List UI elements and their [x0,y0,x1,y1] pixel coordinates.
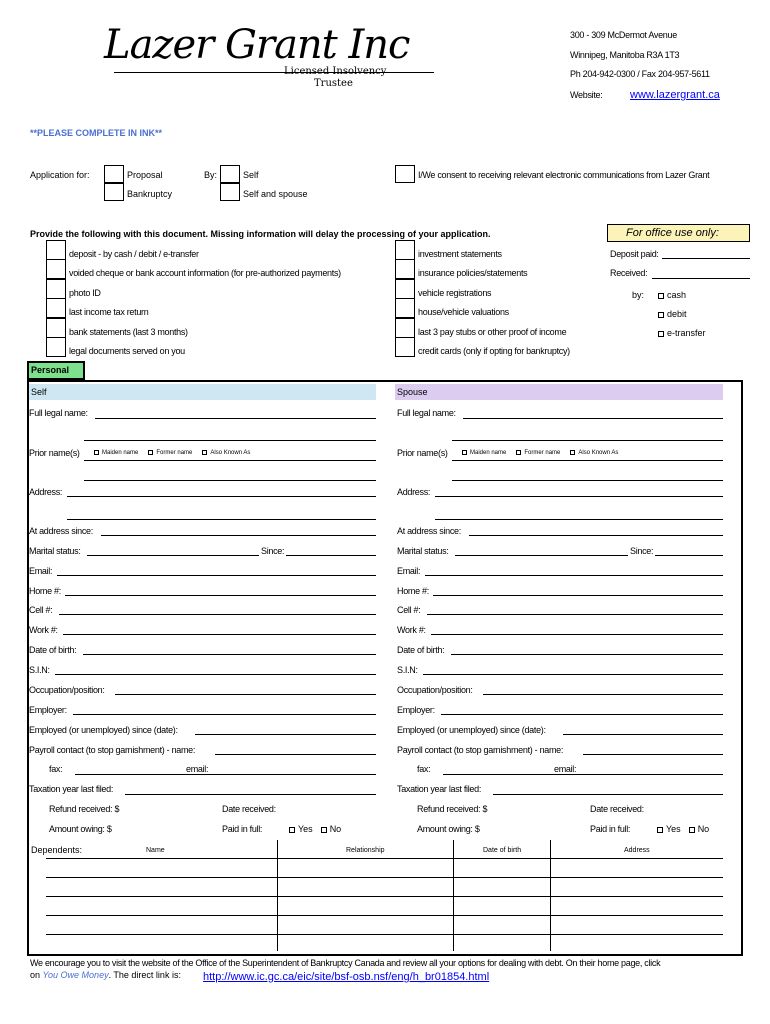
self-marital-label: Marital status: [29,546,81,556]
spouse-address-line1[interactable] [435,496,723,497]
spouse-yes-option[interactable] [657,824,681,834]
dependent-row-0[interactable] [46,858,723,859]
received-line[interactable] [652,278,750,279]
etransfer-checkbox[interactable] [658,331,664,337]
provide-item-left-1: voided cheque or bank account information (for pre-authorized payments) [69,268,341,278]
dependent-row-3[interactable] [46,915,723,916]
self-occupation-label: Occupation/position: [29,685,105,695]
spouse-address-label: Address: [397,487,431,497]
osb-link[interactable]: http://www.ic.gc.ca/eic/site/bsf-osb.nsf/eng/h_br01854.html [203,971,490,983]
spouse-full-name-label: Full legal name: [397,408,456,418]
spouse-paid-full-label: Paid in full: [590,824,631,834]
self-yes-option[interactable] [289,824,313,834]
self-cell-label: Cell #: [29,605,53,615]
spouse-paid-full-options [657,824,709,834]
self-full-name-label: Full legal name: [29,408,88,418]
spouse-employed-line[interactable] [563,734,723,735]
self-address-label: Address: [29,487,63,497]
self-home-label: Home #: [29,586,61,596]
self-email2-label: email: [186,764,209,774]
self-owing-label: Amount owing: $ [49,824,112,834]
website-label: Website: [570,90,603,100]
self-checkbox[interactable] [220,165,240,183]
self-fax-line[interactable] [75,774,376,775]
self-header-bar [29,384,376,400]
spouse-yes-checkbox[interactable] [657,827,663,833]
self-paid-full-label: Paid in full: [222,824,263,834]
etransfer-option[interactable] [658,328,706,338]
spouse-marital-label: Marital status: [397,546,449,556]
provide-item-left-0: deposit - by cash / debit / e-transfer [69,249,199,259]
spouse-prior-line1[interactable] [452,460,723,461]
website-link[interactable]: www.lazergrant.ca [630,89,720,101]
self-prior-line2[interactable] [84,480,376,481]
self-sin-label: S.I.N: [29,665,50,675]
provide-checkbox-left-1[interactable] [46,259,66,279]
self-payroll-label: Payroll contact (to stop garnishment) - name: [29,745,196,755]
dep-col-name: Name [146,847,165,854]
self-marital-line[interactable] [87,555,376,556]
provide-item-right-5: credit cards (only if opting for bankruptcy) [418,346,570,356]
self-employed-line[interactable] [195,734,376,735]
spouse-full-name-line2[interactable] [452,440,723,441]
provide-checkbox-right-4[interactable] [395,318,415,338]
provide-item-left-2: photo ID [69,288,101,298]
provide-item-right-4: last 3 pay stubs or other proof of income [418,327,567,337]
self-former-label: Former name [156,450,193,457]
logo-subtitle-2: Trustee [314,78,353,89]
dep-col-dob: Date of birth [483,847,522,854]
provide-item-left-3: last income tax return [69,307,149,317]
provide-checkbox-right-2[interactable] [395,279,415,299]
office-by-label: by: [632,290,645,300]
spouse-maiden-option[interactable] [462,450,506,456]
self-date-received-label: Date received: [222,804,276,814]
self-dob-line[interactable] [83,654,376,655]
spouse-prior-label: Prior name(s) [397,448,448,458]
self-no-option[interactable] [321,824,342,834]
self-email-label: Email: [29,566,53,576]
provide-checkbox-right-1[interactable] [395,259,415,279]
spouse-prior-options [462,450,618,456]
spouse-full-name-line1[interactable] [463,418,723,419]
spouse-payroll-line[interactable] [583,754,723,755]
self-prior-line1[interactable] [84,460,376,461]
debit-checkbox[interactable] [658,312,664,318]
self-since-label: Since: [261,546,285,556]
provide-checkbox-right-5[interactable] [395,337,415,357]
self-dob-label: Date of birth: [29,645,77,655]
provide-checkbox-left-4[interactable] [46,318,66,338]
spouse-maiden-checkbox[interactable] [462,450,467,455]
cash-label: cash [667,290,687,300]
proposal-checkbox[interactable] [104,165,124,183]
provide-checkbox-left-5[interactable] [46,337,66,357]
consent-label: I/We consent to receiving relevant electronic communications from Lazer Grant [418,170,710,180]
provide-checkbox-left-2[interactable] [46,279,66,299]
personal-tab-label: Personal [31,365,70,375]
logo-wordmark: Lazer Grant Inc [104,22,410,68]
footer-direct-link-text: . The direct link is: [108,970,181,980]
spouse-employer-line[interactable] [441,714,723,715]
self-cell-line[interactable] [59,614,376,615]
self-full-name-line1[interactable] [95,418,376,419]
self-spouse-label: Self and spouse [243,189,308,199]
self-at-address-line[interactable] [101,535,376,536]
self-yes-label: Yes [298,824,313,834]
self-taxation-line[interactable] [125,794,376,795]
dep-col-relationship: Relationship [346,847,385,854]
self-email-line[interactable] [57,575,376,576]
personal-form [27,380,743,956]
provide-heading: Provide the following with this document. Missing information will delay the processing of your application. [30,229,491,239]
self-aka-checkbox[interactable] [202,450,207,455]
dependent-row-2[interactable] [46,896,723,897]
self-no-label: No [329,824,342,834]
self-home-line[interactable] [65,595,376,596]
spouse-fax-label: fax: [417,764,431,774]
self-payroll-line[interactable] [215,754,376,755]
spouse-work-label: Work #: [397,625,426,635]
spouse-taxation-label: Taxation year last filed: [397,784,482,794]
ink-notice: **PLEASE COMPLETE IN INK** [30,128,163,138]
spouse-no-label: No [697,824,710,834]
debit-label: debit [667,309,687,319]
spouse-former-option[interactable] [516,450,560,456]
provide-item-left-4: bank statements (last 3 months) [69,327,188,337]
spouse-former-label: Former name [524,450,561,457]
spouse-header: Spouse [397,387,428,397]
consent-checkbox[interactable] [395,165,415,183]
self-address-line2[interactable] [67,519,376,520]
spouse-home-label: Home #: [397,586,429,596]
provide-item-right-1: insurance policies/statements [418,268,528,278]
self-paid-full-options [289,824,341,834]
spouse-at-address-label: At address since: [397,526,461,536]
provide-checkbox-right-0[interactable] [395,240,415,260]
self-employer-label: Employer: [29,705,67,715]
spouse-sin-line[interactable] [423,674,723,675]
you-owe-money-link[interactable]: You Owe Money [42,970,109,980]
address-line-2: Winnipeg, Manitoba R3A 1T3 [570,50,680,60]
deposit-paid-label: Deposit paid: [610,249,659,259]
footer-on: on [30,970,41,980]
provide-item-right-0: investment statements [418,249,502,259]
self-maiden-option[interactable] [94,450,138,456]
self-fax-label: fax: [49,764,63,774]
self-employed-label: Employed (or unemployed) since (date): [29,725,178,735]
proposal-label: Proposal [127,170,163,180]
dependent-divider-2 [550,840,551,951]
dependent-divider-0 [277,840,278,951]
spouse-refund-label: Refund received: $ [417,804,488,814]
self-aka-label: Also Known As [210,450,251,457]
received-label: Received: [610,268,648,278]
self-prior-options [94,450,250,456]
spouse-cell-line[interactable] [427,614,723,615]
spouse-payroll-label: Payroll contact (to stop garnishment) - name: [397,745,564,755]
spouse-no-option[interactable] [689,824,710,834]
spouse-date-received-label: Date received: [590,804,644,814]
spouse-fax-line[interactable] [443,774,723,775]
bankruptcy-checkbox[interactable] [104,183,124,201]
self-no-checkbox[interactable] [321,827,327,833]
self-maiden-label: Maiden name [102,450,139,457]
provide-checkbox-left-0[interactable] [46,240,66,260]
self-address-line1[interactable] [67,496,376,497]
spouse-at-address-line[interactable] [469,535,723,536]
provide-checkbox-left-3[interactable] [46,298,66,318]
deposit-paid-line[interactable] [662,258,750,259]
by-label: By: [204,170,218,180]
application-label: Application for: [30,170,90,180]
self-taxation-label: Taxation year last filed: [29,784,114,794]
spouse-employed-label: Employed (or unemployed) since (date): [397,725,546,735]
self-full-name-line2[interactable] [84,440,376,441]
cash-option[interactable] [658,290,686,300]
spouse-maiden-label: Maiden name [470,450,507,457]
spouse-header-bar [395,384,723,400]
self-refund-label: Refund received: $ [49,804,120,814]
self-spouse-checkbox[interactable] [220,183,240,201]
phone-fax: Ph 204-942-0300 / Fax 204-957-5611 [570,69,710,79]
logo-subtitle-1: Licensed Insolvency [284,66,387,77]
office-use-box [606,224,752,344]
self-yes-checkbox[interactable] [289,827,295,833]
dep-col-address: Address [624,847,650,854]
spouse-marital-line[interactable] [455,555,723,556]
bankruptcy-label: Bankruptcy [127,189,173,199]
spouse-email-line[interactable] [425,575,723,576]
cash-checkbox[interactable] [658,293,664,299]
spouse-since-label: Since: [630,546,654,556]
etransfer-label: e-transfer [667,328,706,338]
spouse-email2-label: email: [554,764,577,774]
provide-item-left-5: legal documents served on you [69,346,185,356]
spouse-aka-label: Also Known As [578,450,619,457]
dependent-row-1[interactable] [46,877,723,878]
dependent-row-4[interactable] [46,934,723,935]
self-label: Self [243,170,259,180]
dependent-divider-1 [453,840,454,951]
spouse-email-label: Email: [397,566,421,576]
spouse-yes-label: Yes [666,824,681,834]
debit-option[interactable] [658,309,687,319]
company-logo [104,22,444,92]
spouse-taxation-line[interactable] [493,794,723,795]
self-at-address-label: At address since: [29,526,93,536]
spouse-address-line2[interactable] [435,519,723,520]
self-former-option[interactable] [148,450,192,456]
dependents-label: Dependents: [31,845,83,855]
self-employer-line[interactable] [73,714,376,715]
spouse-aka-checkbox[interactable] [570,450,575,455]
spouse-occupation-line[interactable] [483,694,723,695]
self-prior-label: Prior name(s) [29,448,80,458]
self-aka-option[interactable] [202,450,250,456]
self-former-checkbox[interactable] [148,450,153,455]
spouse-occupation-label: Occupation/position: [397,685,473,695]
provide-checkbox-right-3[interactable] [395,298,415,318]
provide-item-right-3: house/vehicle valuations [418,307,509,317]
spouse-sin-label: S.I.N: [397,665,418,675]
self-sin-line[interactable] [55,674,376,675]
spouse-work-line[interactable] [431,634,723,635]
spouse-cell-label: Cell #: [397,605,421,615]
spouse-former-checkbox[interactable] [516,450,521,455]
self-work-line[interactable] [63,634,376,635]
spouse-owing-label: Amount owing: $ [417,824,480,834]
footer-line-2 [30,970,181,980]
address-line-1: 300 - 309 McDermot Avenue [570,30,677,40]
spouse-dob-line[interactable] [451,654,723,655]
spouse-dob-label: Date of birth: [397,645,445,655]
self-maiden-checkbox[interactable] [94,450,99,455]
spouse-no-checkbox[interactable] [689,827,695,833]
self-occupation-line[interactable] [115,694,376,695]
spouse-home-line[interactable] [433,595,723,596]
office-title: For office use only: [626,227,719,239]
spouse-prior-line2[interactable] [452,480,723,481]
provide-item-right-2: vehicle registrations [418,288,492,298]
self-work-label: Work #: [29,625,58,635]
self-header: Self [31,387,47,397]
footer-line-1: We encourage you to visit the website of the Office of the Superintendent of Bankruptcy Canada and review all your options for dealing with debt. On their home page, click [30,958,661,968]
spouse-employer-label: Employer: [397,705,435,715]
spouse-aka-option[interactable] [570,450,618,456]
